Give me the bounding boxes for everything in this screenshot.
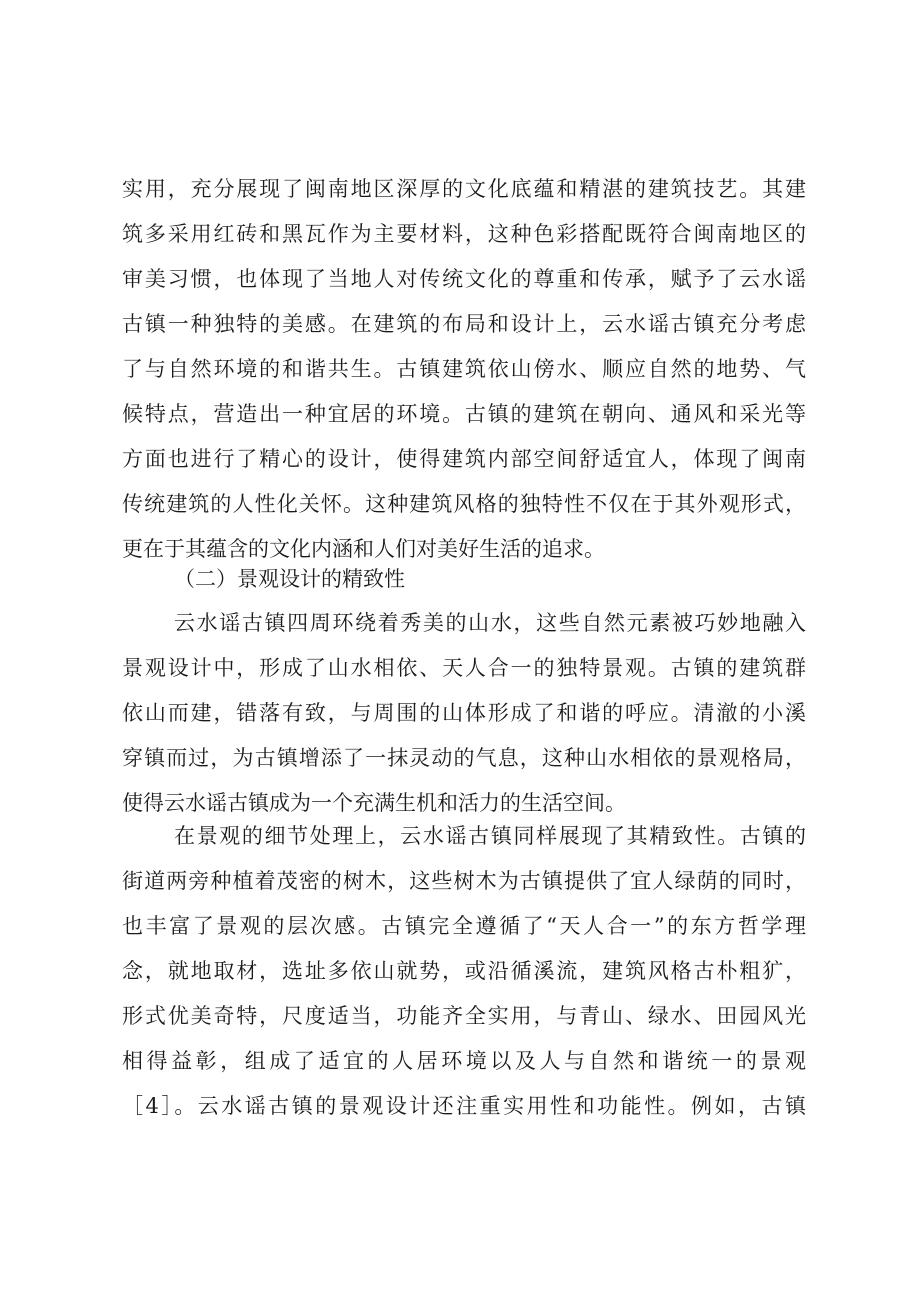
text-line: 更在于其蕴含的文化内涵和人们对美好生活的追求。 xyxy=(122,537,605,561)
text-line: 依山而建，错落有致，与周围的山体形成了和谐的呼应。清澈的小溪 xyxy=(122,701,806,725)
text-line: ［4］。云水谣古镇的景观设计还注重实用性和功能性。例如，古镇 xyxy=(122,1094,806,1118)
paragraph-architecture xyxy=(122,167,806,572)
text-line: 街道两旁种植着茂密的树木，这些树木为古镇提供了宜人绿荫的同时， xyxy=(122,869,806,893)
paragraph-landscape-setting xyxy=(122,601,806,826)
text-line: 云水谣古镇四周环绕着秀美的山水，这些自然元素被巧妙地融入 xyxy=(174,611,806,635)
text-line: 古镇一种独特的美感。在建筑的布局和设计上，云水谣古镇充分考虑 xyxy=(122,312,806,336)
text-line: 了与自然环境的和谐共生。古镇建筑依山傍水、顺应自然的地势、气 xyxy=(122,357,806,381)
text-line: 传统建筑的人性化关怀。这种建筑风格的独特性不仅在于其外观形式， xyxy=(122,492,806,516)
text-line: 相得益彰，组成了适宜的人居环境以及人与自然和谐统一的景观 xyxy=(122,1049,806,1073)
text-line: 候特点，营造出一种宜居的环境。古镇的建筑在朝向、通风和采光等 xyxy=(122,402,806,426)
section-heading-text: （二）景观设计的精致性 xyxy=(174,567,405,591)
paragraph-landscape-detail xyxy=(122,814,806,1129)
text-line: 审美习惯，也体现了当地人对传统文化的尊重和传承，赋予了云水谣 xyxy=(122,267,806,291)
text-line: 也丰富了景观的层次感。古镇完全遵循了“天人合一”的东方哲学理 xyxy=(122,914,806,938)
text-line: 实用，充分展现了闽南地区深厚的文化底蕴和精湛的建筑技艺。其建 xyxy=(122,177,806,201)
text-line: 方面也进行了精心的设计，使得建筑内部空间舒适宜人，体现了闽南 xyxy=(122,447,806,471)
text-line: 使得云水谣古镇成为一个充满生机和活力的生活空间。 xyxy=(122,791,626,815)
text-line: 筑多采用红砖和黑瓦作为主要材料，这种色彩搭配既符合闽南地区的 xyxy=(122,222,806,246)
text-line: 穿镇而过，为古镇增添了一抹灵动的气息，这种山水相依的景观格局， xyxy=(122,746,806,770)
text-line: 形式优美奇特，尺度适当，功能齐全实用，与青山、绿水、田园风光 xyxy=(122,1004,806,1028)
section-heading xyxy=(122,557,806,602)
text-line: 景观设计中，形成了山水相依、天人合一的独特景观。古镇的建筑群 xyxy=(122,656,806,680)
text-line: 念，就地取材，选址多依山就势，或沿循溪流，建筑风格古朴粗犷， xyxy=(122,959,806,983)
text-line: 在景观的细节处理上，云水谣古镇同样展现了其精致性。古镇的 xyxy=(174,824,806,848)
